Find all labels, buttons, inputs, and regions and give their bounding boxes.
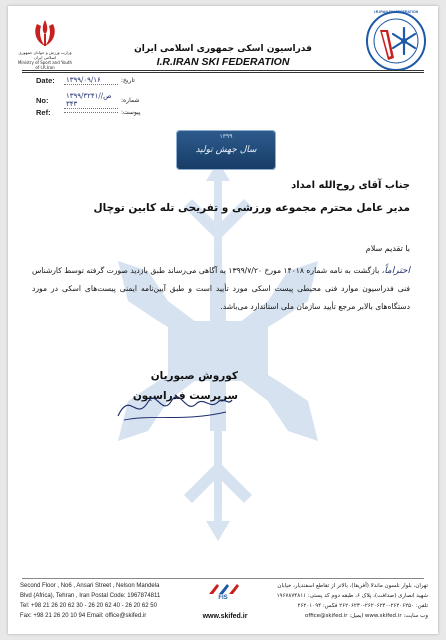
header-rule-2 [22,72,424,73]
ministry-caption [16,50,74,70]
federation-title-fa: فدراسیون اسکی جمهوری اسلامی ایران [134,44,312,54]
year-slogan-banner [176,130,276,170]
recipient-position: مدیر عامل محترم مجموعه ورزشی و تفریحی تله کابین توچال [93,202,410,214]
handwritten-salutation: احتراماً [384,266,410,276]
fis-logo-text: FIS [218,595,228,601]
footer-rule [22,578,424,579]
footer-line-3: Tel: +98 21 26 20 62 30 - 26 20 62 40 - 26 20 62 50 [20,603,157,609]
signatory-title: سرپرست فدراسیون [132,390,238,402]
greeting: با تقدیم سلام [365,244,410,253]
fis-logo [203,582,243,604]
number-row [36,92,139,109]
signatory-name: کوروش صبوریان [150,370,238,382]
ref-label-fa: پیوست: [121,109,141,116]
header-rule [22,70,424,71]
handwritten-signature [114,378,234,428]
letter-page [8,6,438,634]
emblem-ring-text: I.R.IRAN SKI FEDERATION [373,10,419,14]
date-value: ۱۳۹۹/۰۹/۱۶ [64,76,118,85]
federation-title-en: I.R.IRAN SKI FEDERATION [156,56,290,68]
website-link[interactable]: www.skifed.ir [202,613,248,620]
footer-fa-line-4: وب سایت: www.skifed.ir ایمیل: office@skifed.ir [304,613,428,619]
ref-row [36,108,141,117]
ministry-en-1: Ministry of Sport and Youth [17,60,73,65]
ref-value [64,112,118,113]
footer-fa-line-3: تلفن: ۲۶۲۰۶۲۵۰-۲۶۲۰۶۲۴۰-۲۶۲۰۶۲۳۰ فکس: ۲۶۲۰۱۰۹۴ [297,603,428,609]
number-label: No: [36,96,49,105]
ministry-en-2: of I.R.Iran [35,65,55,70]
footer-fa-line-1: تهران، بلوار نلسون ماندلا (آفریقا)، بالاتر از تقاطع اسفندیار، خیابان [277,583,428,589]
ski-federation-emblem-icon [364,10,428,72]
footer-fa-line-2: شهید انصاری (صدافت)، پلاک ۶، طبقه دوم کد پستی: ۱۹۶۷۸۷۴۸۱۱ [276,593,428,599]
number-value: ۱۳۹۹/۳۲۴۱/ص/۳۴۳ [64,92,118,109]
date-row [36,76,135,85]
ministry-fa: وزارت ورزش و جوانان جمهوری اسلامی ایران [18,50,72,60]
number-label-fa: شماره: [121,97,140,104]
iran-emblem-icon [30,18,60,48]
footer-line-4: Fax: +98 21 26 20 10 94 Email: office@skifed.ir [20,613,147,619]
ref-label: Ref: [36,108,51,117]
date-label: Date: [36,76,55,85]
letter-paragraph [32,262,410,316]
recipient-name: جناب آقای روح‌الله امداد [291,180,410,191]
date-label-fa: تاریخ: [121,77,135,84]
paragraph-text: ، بازگشت به نامه شماره ۱۴۰۱۸ مورخ ۱۳۹۹/۷/۲۰ به آگاهی می‌رساند طبق بازدید صورت گرفته توسط کارشناس فنی فدراسیون موارد فنی محیطی پیست اسکی مورد تأیید است و طبق آیین‌نامه ایمنی پیست‌های اسکی در مورد دستگاه‌های بالابر مرجع تأیید سازمان ملی استاندارد می‌باشد. [32,266,410,311]
footer-line-1: Second Floor , No6 , Ansari Street , Nelson Mandela [20,583,160,589]
banner-text: سال جهش تولید [195,145,257,155]
banner-year: ۱۳۹۹ [219,133,233,140]
fis-logo-icon [203,582,243,596]
footer-line-2: Blvd (Africa), Tehran , Iran Postal Code: 1967874811 [20,593,161,599]
